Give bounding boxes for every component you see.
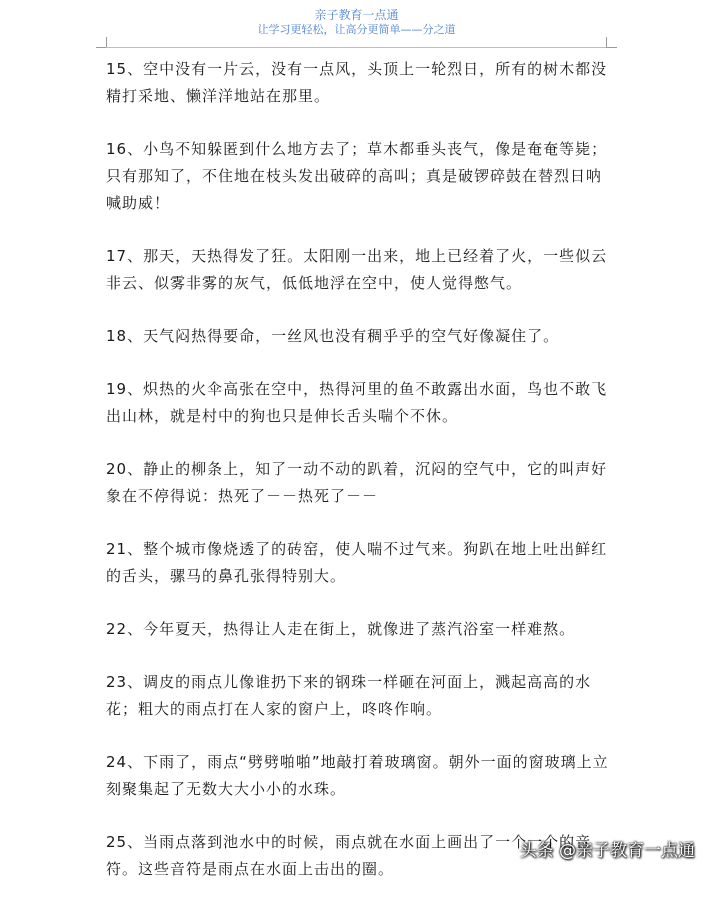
paragraph-15: 15、空中没有一片云，没有一点风，头顶上一轮烈日，所有的树木都没精打采地、懒洋洋地站在那里。: [106, 60, 608, 105]
header-title: 亲子教育一点通: [314, 8, 399, 22]
paragraph-23: 23、调皮的雨点儿像谁扔下来的钢珠一样砸在河面上，溅起高高的水花；粗大的雨点打在人家的窗户上，咚咚作响。: [106, 673, 592, 718]
paragraph-19: 19、炽热的火伞高张在空中，热得河里的鱼不敢露出水面，鸟也不敢飞出山林，就是村中的狗也只是伸长舌头喘个不休。: [106, 380, 608, 425]
paragraph-24: 24、下雨了，雨点“劈劈啪啪”地敲打着玻璃窗。朝外一面的窗玻璃上立刻聚集起了无数大大小小的水珠。: [106, 753, 609, 798]
page-header: [0, 8, 713, 37]
paragraph-20: 20、静止的柳条上，知了一动不动的趴着，沉闷的空气中，它的叫声好象在不停得说：热死了－－热死了－－: [106, 460, 608, 505]
paragraph-25: 25、当雨点落到池水中的时候，雨点就在水面上画出了一个一个的音符。这些音符是雨点在水面上击出的圈。: [106, 833, 592, 878]
document-body: [106, 56, 612, 909]
paragraph-18: 18、天气闷热得要命，一丝风也没有稠乎乎的空气好像凝住了。: [106, 327, 560, 345]
margin-corner-mark-right: [606, 37, 617, 48]
paragraph-17: 17、那天，天热得发了狂。太阳刚一出来，地上已经着了火，一些似云非云、似雾非雾的灰气，低低地浮在空中，使人觉得憋气。: [106, 247, 608, 292]
paragraph-21: 21、整个城市像烧透了的砖窑，使人喘不过气来。狗趴在地上吐出鲜红的舌头，骡马的鼻孔张得特别大。: [106, 540, 608, 585]
header-subtitle: 让学习更轻松，让高分更简单——分之道: [257, 23, 456, 36]
header-divider: [106, 47, 606, 48]
paragraph-16: 16、小鸟不知躲匿到什么地方去了；草木都垂头丧气，像是奄奄等毙；只有那知了，不住地在枝头发出破碎的高叫；真是破锣碎鼓在替烈日呐喊助威！: [106, 140, 608, 212]
watermark: 头条 @亲子教育一点通: [519, 841, 695, 861]
paragraph-22: 22、今年夏天，热得让人走在街上，就像进了蒸汽浴室一样难熬。: [106, 620, 576, 638]
